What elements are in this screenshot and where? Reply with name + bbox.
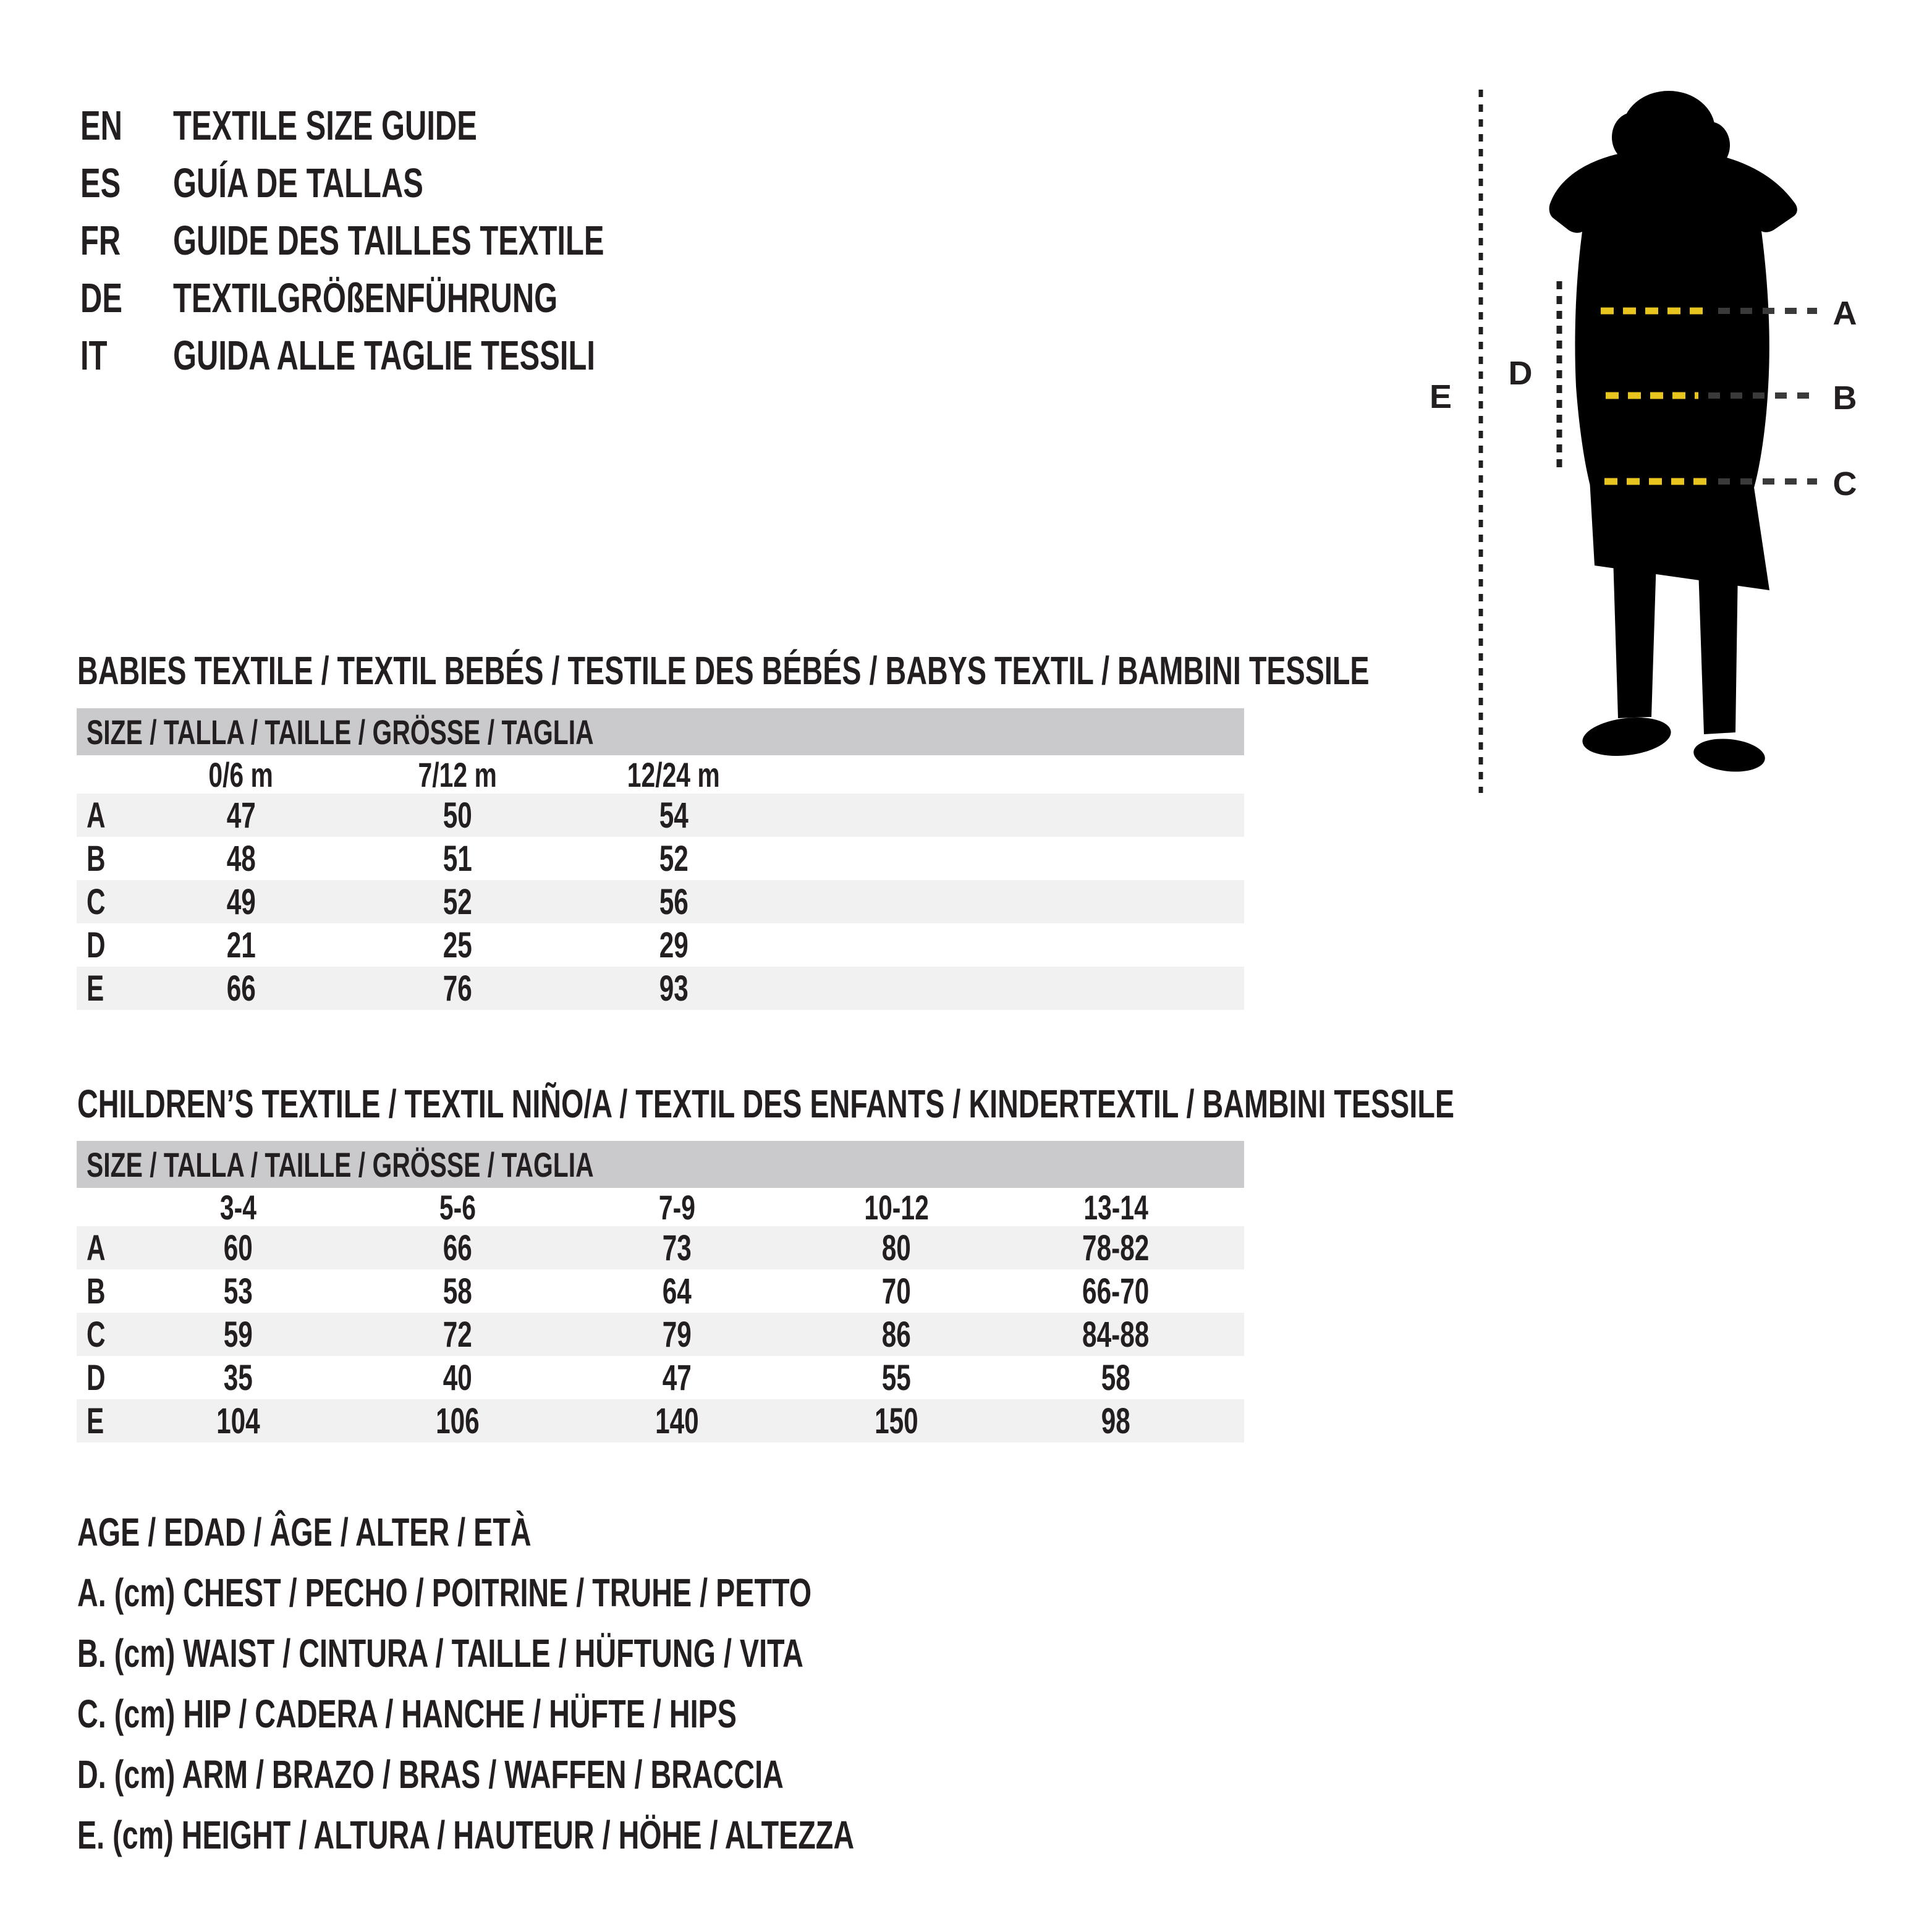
table-row: D 21 25 29 [87, 925, 688, 965]
child-silhouette-graphic [1409, 74, 1932, 803]
table-row: C 59 72 79 86 84-88 [77, 1313, 1244, 1356]
babies-col-0: 0/6 m [208, 755, 274, 794]
lang-code-it: IT [80, 333, 108, 379]
legend-waist: B. (cm) WAIST / CINTURA / TAILLE / HÜFTUNG / VITA [77, 1631, 803, 1676]
title-de: TEXTILGRÖßENFÜHRUNG [173, 275, 558, 321]
legend-chest: A. (cm) CHEST / PECHO / POITRINE / TRUHE / PETTO [77, 1570, 812, 1615]
table-row: E 104 106 140 150 98 [77, 1399, 1244, 1443]
children-column-header-row [77, 1188, 1244, 1226]
children-col-1: 5-6 [439, 1187, 477, 1227]
measure-label-c: C [1832, 465, 1857, 502]
measure-label-d: D [1508, 355, 1533, 392]
babies-table-header-bar: SIZE / TALLA / TAILLE / GRÖSSE / TAGLIA [77, 708, 1244, 755]
table-row: E 66 76 93 [77, 967, 1244, 1010]
lang-row-es [80, 155, 763, 212]
lang-code-de: DE [80, 275, 122, 321]
lang-code-en: EN [80, 103, 122, 149]
title-it: GUIDA ALLE TAGLIE TESSILI [173, 333, 595, 379]
legend-arm: D. (cm) ARM / BRAZO / BRAS / WAFFEN / BRACCIA [77, 1752, 784, 1797]
table-row: A 47 50 54 [77, 794, 1244, 837]
lang-row-fr [80, 212, 763, 269]
lang-row-en [80, 97, 763, 155]
children-size-table [77, 1141, 1244, 1443]
babies-col-2: 12/24 m [627, 755, 721, 794]
children-section-title: CHILDREN’S TEXTILE / TEXTIL NIÑO/A / TEXTIL DES ENFANTS / KINDERTEXTIL / BAMBINI TESSILE [77, 1082, 1455, 1126]
table-row: B 53 58 64 70 66-70 [87, 1271, 1150, 1311]
children-col-3: 10-12 [864, 1187, 929, 1227]
babies-size-table [77, 708, 1244, 1010]
title-en: TEXTILE SIZE GUIDE [173, 103, 477, 149]
measure-label-e: E [1429, 378, 1452, 415]
table-row: B 48 51 52 [87, 838, 688, 879]
legend-age: AGE / EDAD / ÂGE / ALTER / ETÀ [77, 1510, 532, 1554]
babies-section-title: BABIES TEXTILE / TEXTIL BEBÉS / TESTILE DES BÉBÉS / BABYS TEXTIL / BAMBINI TESSILE [77, 648, 1370, 693]
lang-row-it [80, 327, 763, 384]
measurement-legend [77, 1502, 1142, 1865]
children-col-0: 3-4 [219, 1187, 257, 1227]
measure-label-b: B [1832, 379, 1857, 417]
children-col-4: 13-14 [1083, 1187, 1148, 1227]
title-fr: GUIDE DES TAILLES TEXTILE [173, 218, 604, 264]
language-header [80, 97, 763, 384]
table-row: A 60 66 73 80 78-82 [77, 1226, 1244, 1269]
babies-column-header-row [77, 755, 1244, 794]
children-table-header-bar: SIZE / TALLA / TAILLE / GRÖSSE / TAGLIA [77, 1141, 1244, 1188]
lang-code-fr: FR [80, 218, 121, 264]
title-es: GUÍA DE TALLAS [173, 160, 423, 206]
table-row: C 49 52 56 [77, 880, 1244, 923]
babies-col-1: 7/12 m [418, 755, 497, 794]
legend-hip: C. (cm) HIP / CADERA / HANCHE / HÜFTE / HIPS [77, 1692, 737, 1736]
measure-label-a: A [1832, 295, 1857, 332]
children-col-2: 7-9 [658, 1187, 696, 1227]
lang-code-es: ES [80, 160, 121, 206]
table-row: D 35 40 47 55 58 [87, 1357, 1131, 1398]
legend-height: E. (cm) HEIGHT / ALTURA / HAUTEUR / HÖHE / ALTEZZA [77, 1813, 855, 1857]
lang-row-de [80, 269, 763, 327]
